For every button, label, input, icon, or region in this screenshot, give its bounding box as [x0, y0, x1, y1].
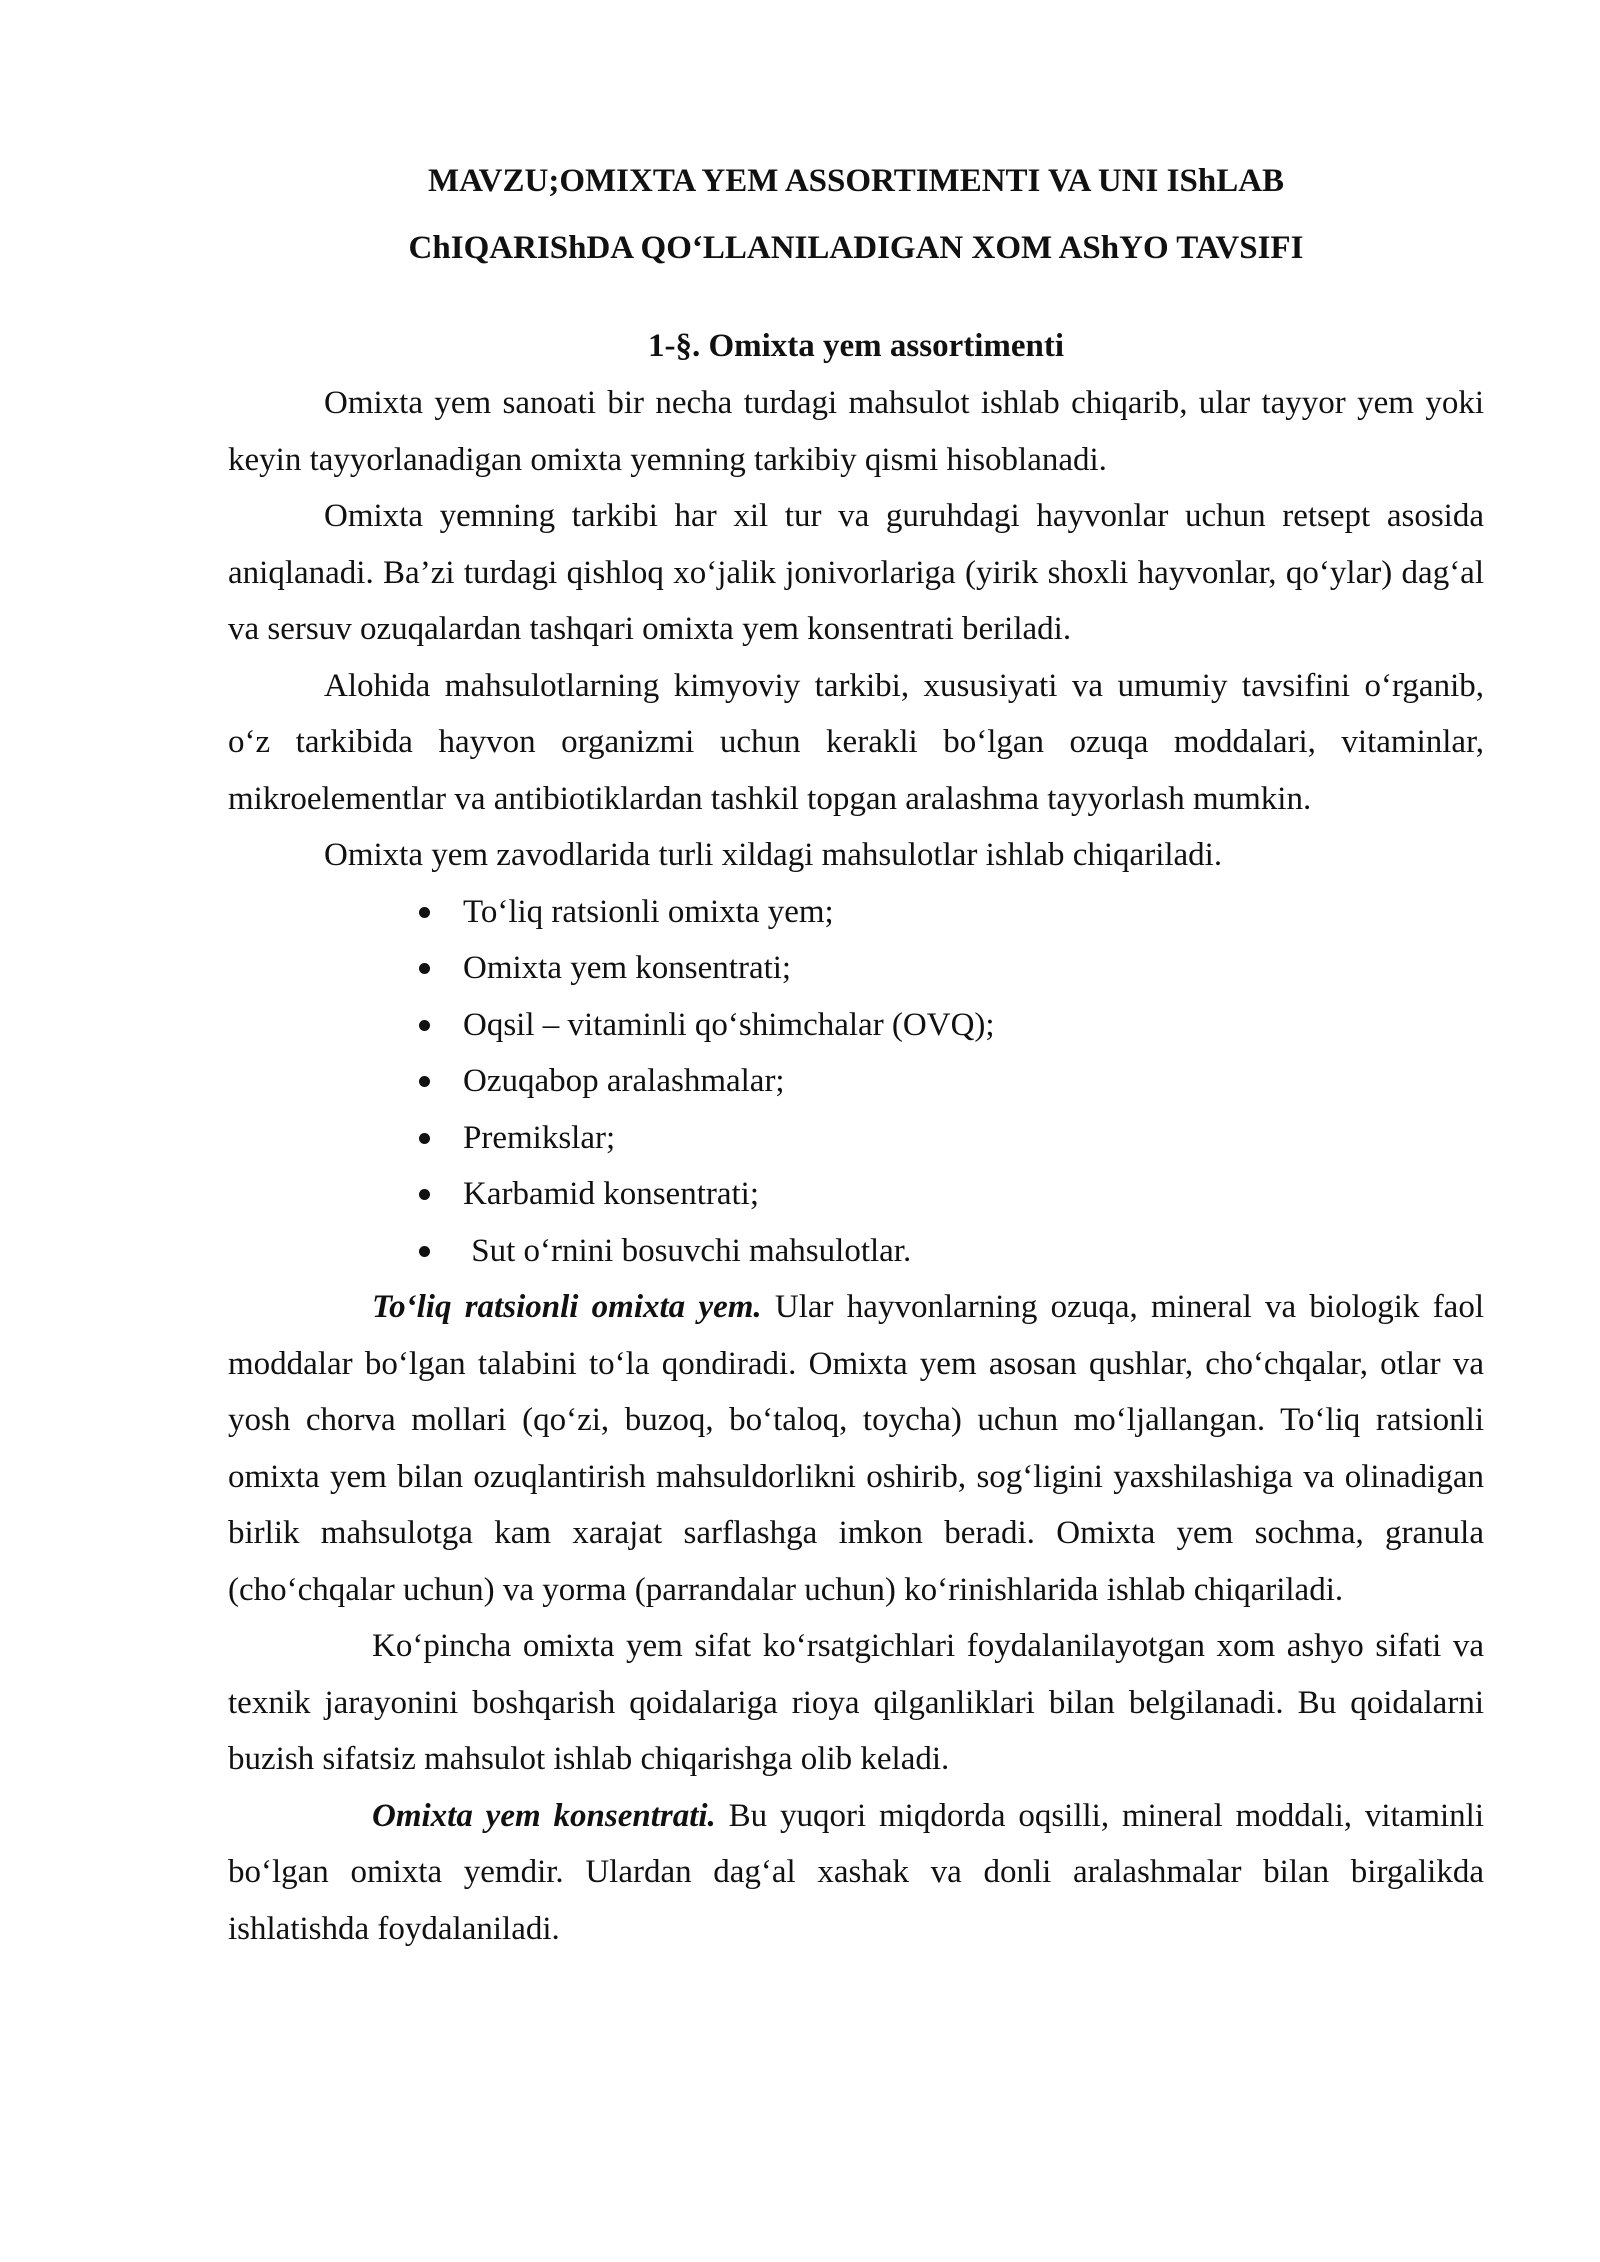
bullet-icon [419, 1020, 430, 1031]
paragraph-concentrate [228, 1788, 1484, 1958]
list-item [419, 1053, 1484, 1110]
list-item-text: Oqsil – vitaminli qo‘shimchalar (OVQ); [463, 1006, 995, 1043]
list-item [419, 1110, 1484, 1167]
term-full-ration: To‘liq ratsionli omixta yem. [372, 1289, 762, 1325]
document-page [228, 148, 1484, 1957]
list-item-text: Sut o‘rnini bosuvchi mahsulotlar. [463, 1232, 912, 1269]
paragraph-composition: Omixta yemning tarkibi har xil tur va guruhdagi hayvonlar uchun retsept asosida aniqlanadi. Ba’zi turdagi qishloq xo‘jalik jonivorlariga (yirik shoxli hayvonlar, qo‘ylar) dag‘al va sersuv ozuqalardan tashqari omixta yem konsentrati beriladi. [228, 498, 1484, 647]
term-concentrate: Omixta yem konsentrati. [372, 1797, 716, 1834]
list-item-text: Ozuqabop aralashmalar; [463, 1063, 785, 1099]
paragraph-products-intro: Omixta yem zavodlarida turli xildagi mahsulotlar ishlab chiqariladi. [324, 837, 1223, 873]
section-heading: 1-§. Omixta yem assortimenti [647, 328, 1065, 364]
full-ration-text: Ular hayvonlarning ozuqa, mineral va biologik faol moddalar bo‘lgan talabini to‘la qondiradi. Omixta yem asosan qushlar, cho‘chqalar, otlar va yosh chorva mollari (qo‘zi, buzoq, bo‘taloq, toycha) uchun mo‘ljallangan. To‘liq ratsionli omixta yem bilan ozuqlantirish mahsuldorlikni oshirib, sog‘ligini yaxshilashiga va olinadigan birlik mahsulotga kam xarajat sarflashga imkon beradi. Omixta yem sochma, granula (cho‘chqalar uchun) va yorma (parrandalar uchun) ko‘rinishlarida ishlab chiqariladi. [228, 1289, 1484, 1608]
bullet-icon [419, 1189, 430, 1200]
list-item [419, 997, 1484, 1054]
paragraph-intro: Omixta yem sanoati bir necha turdagi mahsulot ishlab chiqarib, ular tayyor yem yoki keyin tayyorlanadigan omixta yemning tarkibiy qismi hisoblanadi. [228, 385, 1484, 478]
list-item-text: Premikslar; [463, 1119, 616, 1156]
list-item [419, 884, 1484, 941]
list-item [419, 1166, 1484, 1223]
bullet-icon [419, 1133, 430, 1144]
list-item [419, 1223, 1484, 1280]
paragraph-full-ration [228, 1279, 1484, 1618]
bullet-icon [419, 1246, 430, 1257]
bullet-icon [419, 1076, 430, 1087]
list-item [419, 940, 1484, 997]
bullet-icon [419, 907, 430, 918]
document-title-line-1: MAVZU;OMIXTA YEM ASSORTIMENTI VA UNI IShLAB [427, 163, 1285, 199]
document-title-line-2: ChIQARIShDA QO‘LLANILADIGAN XOM AShYO TAVSIFI [408, 230, 1304, 266]
concentrate-text: Bu yuqori miqdorda oqsilli, mineral moddali, vitaminli bo‘lgan omixta yemdir. Ulardan dag‘al xashak va donli aralashmalar bilan birgalikda ishlatishda foydalaniladi. [228, 1797, 1484, 1947]
list-item-text: Omixta yem konsentrati; [463, 950, 792, 986]
list-item-text: Karbamid konsentrati; [463, 1176, 760, 1212]
product-list [228, 884, 1484, 1280]
bullet-icon [419, 963, 430, 974]
paragraph-quality: Ko‘pincha omixta yem sifat ko‘rsatgichlari foydalanilayotgan xom ashyo sifati va texnik jarayonini boshqarish qoidalariga rioya qilganliklari bilan belgilanadi. Bu qoidalarni buzish sifatsiz mahsulot ishlab chiqarishga olib keladi. [228, 1628, 1484, 1777]
paragraph-chemistry: Alohida mahsulotlarning kimyoviy tarkibi, xususiyati va umumiy tavsifini o‘rganib, o‘z tarkibida hayvon organizmi uchun kerakli bo‘lgan ozuqa moddalari, vitaminlar, mikroelementlar va antibiotiklardan tashkil topgan aralashma tayyorlash mumkin. [228, 667, 1484, 817]
list-item-text: To‘liq ratsionli omixta yem; [463, 893, 834, 930]
